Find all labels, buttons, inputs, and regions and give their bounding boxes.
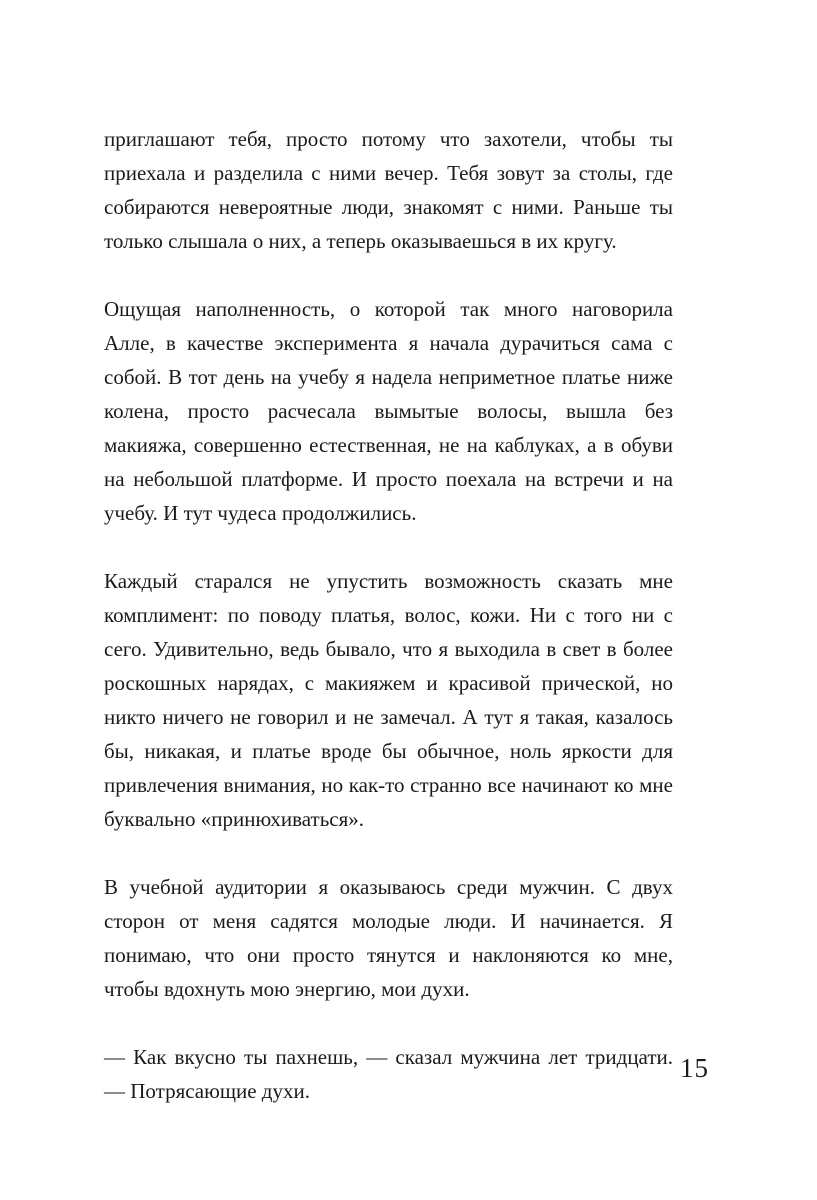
paragraph-5: — Как вкусно ты пахнешь, — сказал мужчина лет тридцати. — Потрясающие духи.: [104, 1045, 673, 1103]
page-number: 15: [680, 1053, 709, 1083]
body-text: [104, 122, 673, 1108]
paragraph-1: приглашают тебя, просто потому что захотели, чтобы ты приехала и разделила с ними вечер. Тебя зовут за столы, где собираются невероятные люди, знакомят с ними. Раньше ты только слышала о них, а теперь оказываешься в их кругу.: [104, 127, 673, 253]
paragraph-4: В учебной аудитории я оказываюсь среди мужчин. С двух сторон от меня садятся молодые люди. И начинается. Я понимаю, что они просто тянутся и наклоняются ко мне, чтобы вдохнуть мою энергию, мои духи.: [104, 875, 673, 1001]
paragraph-2: Ощущая наполненность, о которой так много наговорила Алле, в качестве эксперимента я начала дурачиться сама с собой. В тот день на учебу я надела неприметное платье ниже колена, просто расчесала вымытые волосы, вышла без макияжа, совершенно естественная, не на каблуках, а в обуви на небольшой платформе. И просто поехала на встречи и на учебу. И тут чудеса продолжились.: [104, 297, 673, 525]
paragraph-3: Каждый старался не упустить возможность сказать мне комплимент: по поводу платья, волос, кожи. Ни с того ни с сего. Удивительно, ведь бывало, что я выходила в свет в более роскошных нарядах, с макияжем и красивой прической, но никто ничего не говорил и не замечал. А тут я такая, казалось бы, никакая, и платье вроде бы обычное, ноль яркости для привлечения внимания, но как-то странно все начинают ко мне буквально «принюхиваться».: [104, 569, 673, 831]
